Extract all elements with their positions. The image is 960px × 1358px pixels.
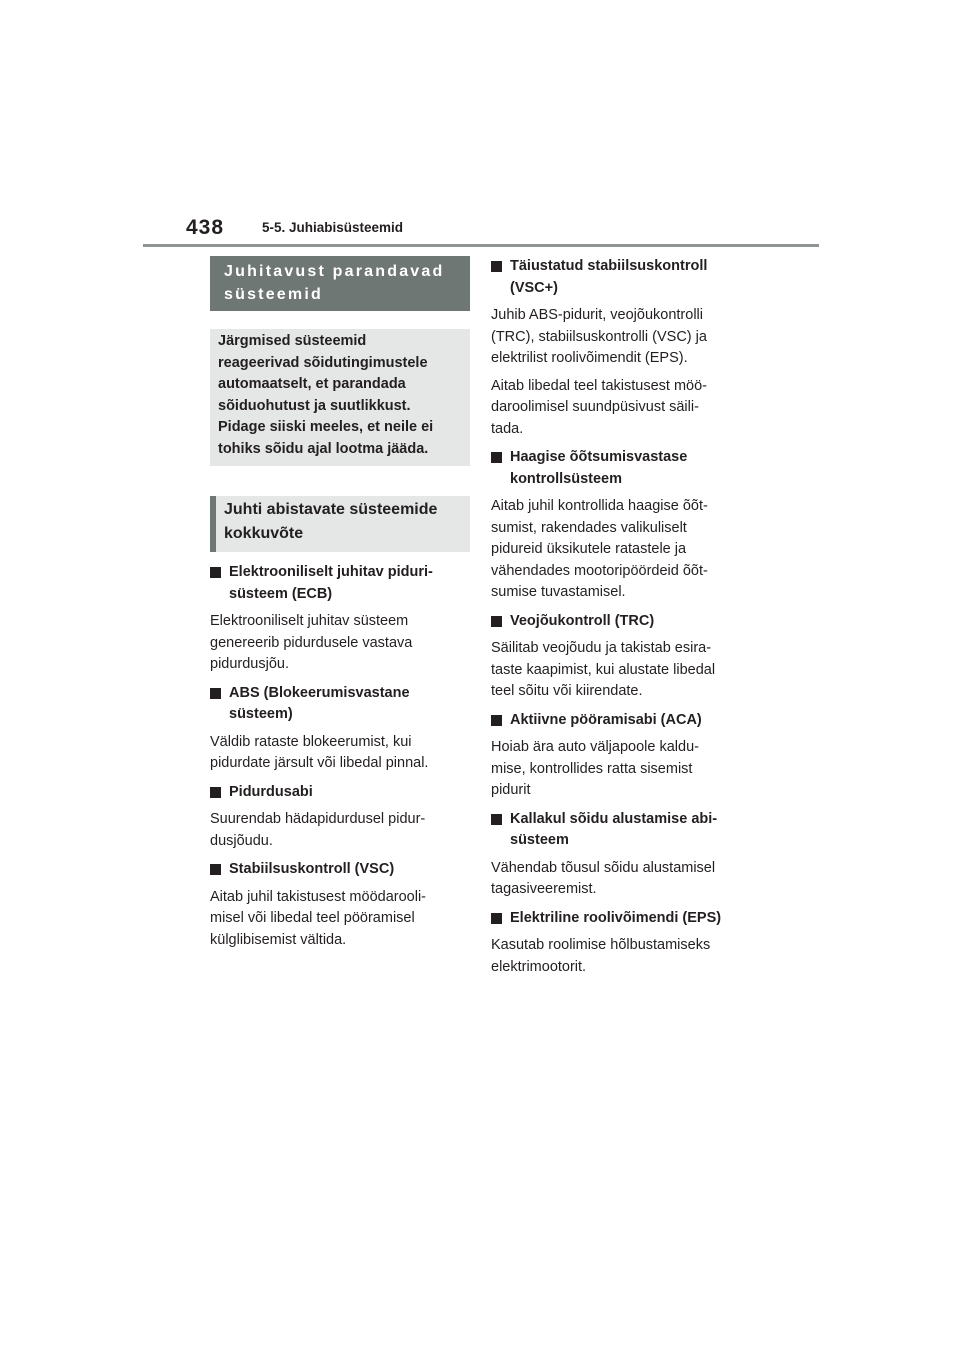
item-heading: Täiustatud stabiilsuskontroll (VSC+) bbox=[510, 258, 708, 296]
item-heading: Veojõukontroll (TRC) bbox=[510, 612, 655, 629]
list-item bbox=[210, 562, 470, 676]
item-body: Aitab juhil kontrollida haagise õõt- sumist, rakendades valikuliselt pidureid üksikutele ratastele ja vähendades mootoripöördeid õõt- sumise tuvastamisel. bbox=[491, 498, 708, 600]
header-divider bbox=[143, 244, 819, 247]
square-bullet-icon bbox=[491, 616, 502, 627]
summary-heading-box bbox=[210, 496, 470, 552]
square-bullet-icon bbox=[210, 787, 221, 798]
item-body: Säilitab veojõudu ja takistab esira- taste kaapimist, kui alustate libedal teel sõitu või kiirendate. bbox=[491, 640, 716, 699]
square-bullet-icon bbox=[210, 567, 221, 578]
list-item bbox=[491, 611, 753, 703]
square-bullet-icon bbox=[210, 864, 221, 875]
systems-title-box bbox=[210, 256, 470, 311]
page-number: 438 bbox=[186, 216, 225, 239]
square-bullet-icon bbox=[491, 814, 502, 825]
item-body: Elektrooniliselt juhitav süsteem genereerib pidurdusele vastava pidurdusjõu. bbox=[210, 613, 413, 672]
list-item bbox=[210, 859, 470, 951]
square-bullet-icon bbox=[491, 261, 502, 272]
list-item bbox=[491, 809, 753, 901]
left-column bbox=[210, 256, 470, 951]
item-body: Juhib ABS-pidurit, veojõukontrolli (TRC), stabiilsuskontrolli (VSC) ja elektrilist roolivõimendit (EPS). bbox=[491, 307, 707, 366]
list-item bbox=[491, 447, 753, 604]
square-bullet-icon bbox=[491, 452, 502, 463]
systems-title: Juhitavust parandavad süsteemid bbox=[224, 263, 445, 303]
item-body: Väldib rataste blokeerumist, kui pidurdate järsult või libedal pinnal. bbox=[210, 733, 429, 771]
list-item bbox=[491, 710, 753, 802]
item-body-extra: Aitab libedal teel takistusest möö- daroolimisel suundpüsivust säili- tada. bbox=[491, 377, 707, 437]
intro-text: Järgmised süsteemid reageerivad sõidutingimustele automaatselt, et parandada sõiduohutust ja suutlikkust. Pidage siiski meeles, et neile ei tohiks sõidu ajal lootma jääda. bbox=[218, 333, 434, 457]
intro-box bbox=[210, 329, 470, 466]
item-body: Suurendab hädapidurdusel pidur- dusjõudu. bbox=[210, 811, 426, 849]
item-heading: Kallakul sõidu alustamise abi- süsteem bbox=[510, 810, 718, 848]
item-body: Hoiab ära auto väljapoole kaldu- mise, kontrollides ratta sisemist pidurit bbox=[491, 739, 699, 798]
summary-heading: Juhti abistavate süsteemide kokkuvõte bbox=[224, 501, 438, 542]
item-heading: Aktiivne pööramisabi (ACA) bbox=[510, 711, 702, 728]
square-bullet-icon bbox=[491, 715, 502, 726]
list-item bbox=[491, 256, 753, 440]
section-title: 5-5. Juhiabisüsteemid bbox=[262, 220, 404, 235]
item-heading: Elektrooniliselt juhitav piduri- süsteem (ECB) bbox=[229, 564, 433, 602]
item-heading: Haagise õõtsumisvastase kontrollsüsteem bbox=[510, 449, 688, 487]
item-body: Aitab juhil takistusest möödarooli- misel või libedal teel pööramisel külglibisemist vältida. bbox=[210, 888, 426, 948]
item-heading: Stabiilsuskontroll (VSC) bbox=[229, 861, 395, 877]
item-body: Vähendab tõusul sõidu alustamisel tagasiveeremist. bbox=[491, 859, 716, 897]
list-item bbox=[210, 683, 470, 775]
square-bullet-icon bbox=[210, 688, 221, 699]
list-item bbox=[491, 908, 753, 979]
item-body: Kasutab roolimise hõlbustamiseks elektrimootorit. bbox=[491, 937, 711, 975]
right-column bbox=[491, 256, 753, 978]
item-heading: ABS (Blokeerumisvastane süsteem) bbox=[229, 684, 410, 722]
list-item bbox=[210, 782, 470, 853]
square-bullet-icon bbox=[491, 913, 502, 924]
item-heading: Elektriline roolivõimendi (EPS) bbox=[510, 909, 722, 926]
item-heading: Pidurdusabi bbox=[229, 783, 313, 800]
left-item-list bbox=[210, 562, 470, 951]
